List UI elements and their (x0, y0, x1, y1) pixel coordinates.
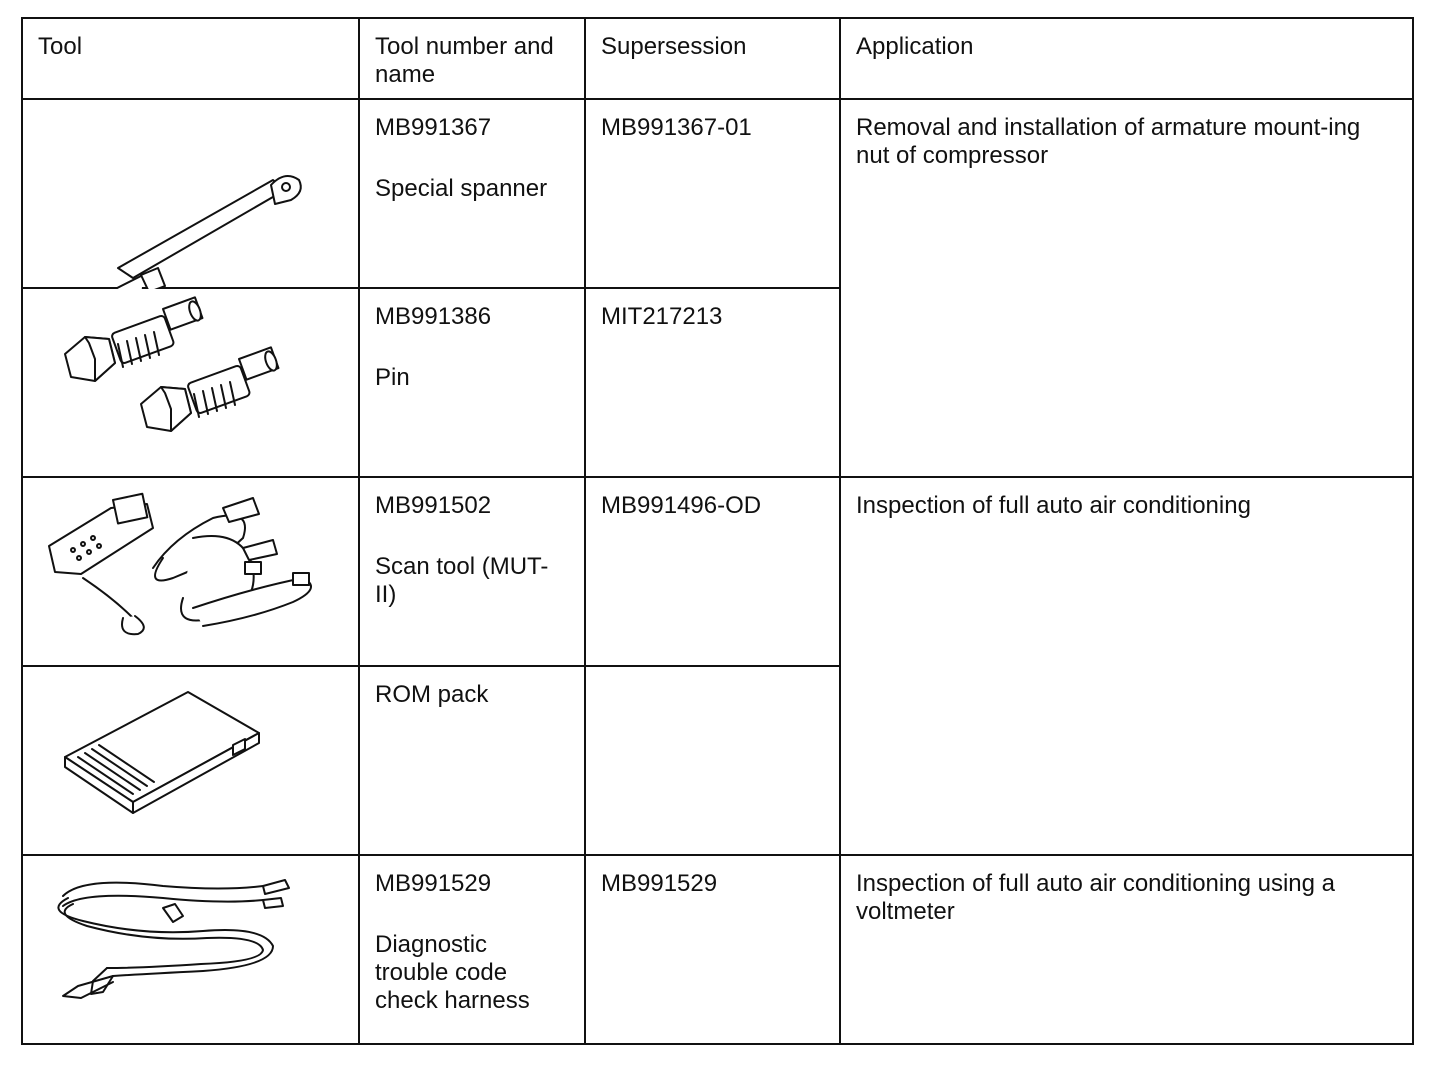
tool-number-name-cell (359, 99, 585, 288)
application-text: Inspection of full auto air conditioning (856, 492, 1251, 519)
tool-number: MB991386 (375, 303, 492, 330)
table-row (22, 477, 1413, 666)
tool-image-cell (22, 477, 359, 666)
supersession-cell (585, 99, 840, 288)
application-cell (840, 99, 1413, 477)
tool-number-name-cell (359, 855, 585, 1044)
supersession-cell (585, 288, 840, 477)
tool-number: MB991502 (375, 492, 492, 519)
application-cell (840, 477, 1413, 855)
tool-name: Special spanner (375, 175, 548, 202)
check-harness-icon (23, 856, 360, 1045)
header-tool: Tool (22, 18, 359, 99)
header-tool-number-name: Tool number and name (359, 18, 585, 99)
tool-number-name-cell (359, 288, 585, 477)
tool-name: Diagnostic trouble code check harness (375, 931, 530, 1014)
table-row (22, 855, 1413, 1044)
tool-number-name-cell (359, 477, 585, 666)
application-text: Removal and installation of armature mount-ing nut of compressor (856, 114, 1361, 169)
supersession-cell (585, 855, 840, 1044)
tool-image-cell (22, 99, 359, 288)
special-tools-table (21, 17, 1414, 1045)
supersession-value: MIT217213 (601, 303, 723, 330)
application-text: Inspection of full auto air conditioning using a voltmeter (856, 870, 1335, 925)
tool-name: Scan tool (MUT-II) (375, 553, 549, 608)
table-header-row (22, 18, 1413, 99)
tool-image-cell (22, 288, 359, 477)
supersession-cell (585, 477, 840, 666)
pin-icon (23, 289, 360, 478)
supersession-cell (585, 666, 840, 855)
special-spanner-icon (23, 100, 360, 289)
scan-tool-icon (23, 478, 360, 667)
header-application: Application (840, 18, 1413, 99)
tool-number-name-cell (359, 666, 585, 855)
tool-name: Pin (375, 364, 410, 391)
tool-number: MB991367 (375, 114, 492, 141)
tool-name: ROM pack (375, 681, 489, 708)
rom-pack-icon (23, 667, 360, 856)
supersession-value (586, 667, 839, 681)
tool-image-cell (22, 855, 359, 1044)
table-row (22, 99, 1413, 288)
tool-image-cell (22, 666, 359, 855)
header-supersession: Supersession (585, 18, 840, 99)
supersession-value: MB991367-01 (601, 114, 752, 141)
supersession-value: MB991529 (601, 870, 718, 897)
supersession-value: MB991496-OD (601, 492, 762, 519)
application-cell (840, 855, 1413, 1044)
tool-number: MB991529 (375, 870, 492, 897)
